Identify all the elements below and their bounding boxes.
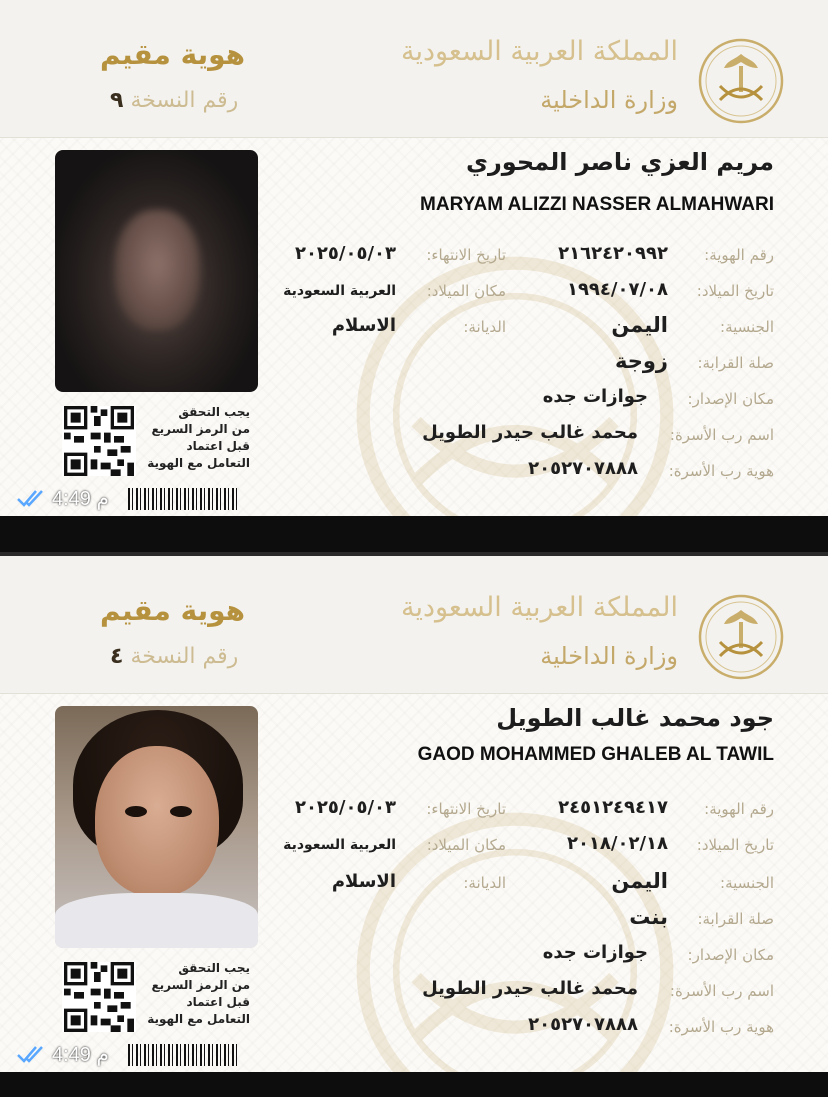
dob-value: ١٩٩٤/٠٧/٠٨ — [566, 279, 668, 300]
qr-code-icon — [62, 962, 136, 1032]
copy-number-value: ٤ — [110, 644, 124, 669]
holder-name-arabic: مريم العزي ناصر المحوري — [465, 148, 774, 176]
family-head-name-value: محمد غالب حيدر الطويل — [422, 422, 638, 443]
id-type-title: هوية مقيم — [100, 38, 246, 71]
issue-place-value: جوازات جده — [542, 942, 648, 963]
birthplace-value: العربية السعودية — [283, 837, 396, 853]
copy-number-value: ٩ — [110, 88, 124, 113]
dob-label: تاريخ الميلاد: — [696, 282, 774, 300]
family-head-id-label: هوية رب الأسرة: — [668, 1018, 774, 1036]
relation-label: صلة القرابة: — [697, 910, 774, 928]
dob-label: تاريخ الميلاد: — [696, 836, 774, 854]
religion-value: الاسلام — [331, 315, 396, 336]
relation-value: بنت — [629, 905, 668, 929]
nationality-value: اليمن — [611, 869, 668, 893]
nationality-value: اليمن — [611, 313, 668, 337]
saudi-emblem-icon — [698, 594, 784, 680]
chat-separator — [0, 1072, 828, 1097]
qr-code-icon — [62, 406, 136, 476]
issue-place-label: مكان الإصدار: — [687, 390, 774, 408]
birthplace-label: مكان الميلاد: — [426, 282, 506, 300]
id-number-label: رقم الهوية: — [704, 246, 774, 264]
message-status — [10, 486, 260, 514]
kingdom-title: المملكة العربية السعودية — [400, 592, 678, 623]
holder-name-arabic: جود محمد غالب الطويل — [496, 704, 774, 732]
family-head-id-value: ٢٠٥٢٧٠٧٨٨٨ — [528, 1014, 638, 1035]
id-type-title: هوية مقيم — [100, 594, 246, 627]
chat-separator — [0, 516, 828, 556]
id-card-image-2[interactable] — [0, 556, 828, 1072]
read-receipt-ticks-icon — [16, 487, 46, 509]
card-header — [0, 556, 828, 694]
ministry-title: وزارة الداخلية — [540, 642, 678, 670]
religion-label: الديانة: — [463, 318, 506, 336]
qr-verification-note: يجب التحقق من الرمز السريع قبل اعتماد التعامل مع الهوية — [147, 961, 250, 1026]
family-head-id-label: هوية رب الأسرة: — [668, 462, 774, 480]
dob-value: ٢٠١٨/٠٢/١٨ — [566, 833, 668, 854]
expiry-label: تاريخ الانتهاء: — [426, 246, 506, 264]
id-number-value: ٢١٦٢٤٢٠٩٩٢ — [558, 243, 668, 264]
holder-name-english: MARYAM ALIZZI NASSER ALMAHWARI — [420, 194, 774, 215]
copy-number-label: رقم النسخة — [130, 644, 239, 669]
birthplace-label: مكان الميلاد: — [426, 836, 506, 854]
relation-label: صلة القرابة: — [697, 354, 774, 372]
expiry-label: تاريخ الانتهاء: — [426, 800, 506, 818]
family-head-name-label: اسم رب الأسرة: — [669, 426, 774, 444]
family-head-name-label: اسم رب الأسرة: — [669, 982, 774, 1000]
issue-place-label: مكان الإصدار: — [687, 946, 774, 964]
issue-place-value: جوازات جده — [542, 386, 648, 407]
religion-value: الاسلام — [331, 871, 396, 892]
birthplace-value: العربية السعودية — [283, 283, 396, 299]
saudi-emblem-icon — [698, 38, 784, 124]
family-head-id-value: ٢٠٥٢٧٠٧٨٨٨ — [528, 458, 638, 479]
nationality-label: الجنسية: — [720, 874, 774, 892]
expiry-value: ٢٠٢٥/٠٥/٠٣ — [294, 243, 396, 264]
copy-number-row — [104, 644, 238, 669]
message-time: 4:49 م — [52, 1044, 109, 1066]
ministry-title: وزارة الداخلية — [540, 86, 678, 114]
expiry-value: ٢٠٢٥/٠٥/٠٣ — [294, 797, 396, 818]
family-head-name-value: محمد غالب حيدر الطويل — [422, 978, 638, 999]
id-card-image-1[interactable] — [0, 0, 828, 516]
id-number-value: ٢٤٥١٢٤٩٤١٧ — [558, 797, 668, 818]
holder-photo — [55, 150, 258, 392]
relation-value: زوجة — [614, 349, 668, 373]
id-number-label: رقم الهوية: — [704, 800, 774, 818]
qr-verification-note: يجب التحقق من الرمز السريع قبل اعتماد التعامل مع الهوية — [147, 405, 250, 470]
holder-photo — [55, 706, 258, 948]
message-status — [10, 1042, 260, 1070]
card-header — [0, 0, 828, 138]
copy-number-label: رقم النسخة — [130, 88, 239, 113]
read-receipt-ticks-icon — [16, 1043, 46, 1065]
copy-number-row — [104, 88, 238, 113]
nationality-label: الجنسية: — [720, 318, 774, 336]
religion-label: الديانة: — [463, 874, 506, 892]
holder-name-english: GAOD MOHAMMED GHALEB AL TAWIL — [417, 744, 774, 765]
message-time: 4:49 م — [52, 488, 109, 510]
kingdom-title: المملكة العربية السعودية — [400, 36, 678, 67]
